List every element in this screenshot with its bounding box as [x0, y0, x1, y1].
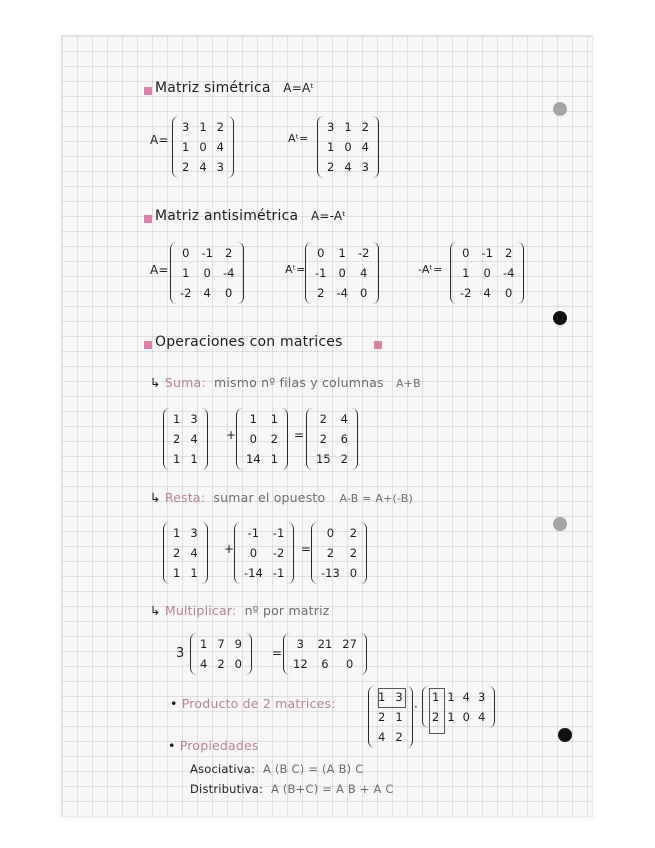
plus-sign: +	[224, 542, 235, 556]
matrix-At-antisymmetric	[305, 242, 379, 304]
matrix-cell: 4	[216, 140, 224, 154]
matrix-cell: 0	[462, 710, 470, 724]
binder-hole	[558, 728, 572, 742]
matrix-cell: -14	[244, 566, 263, 580]
matrix-cell: 2	[349, 546, 358, 560]
matrix-grid	[313, 408, 351, 470]
suma-matrix-result	[306, 408, 358, 470]
matrix-cell: 7	[217, 637, 225, 651]
matrix-cell: 27	[342, 637, 357, 651]
matrix-cell: 2	[349, 526, 358, 540]
matrix-cell: 4	[361, 140, 369, 154]
matrix-cell: 3	[477, 690, 486, 704]
matrix-label: -Aᵗ=	[418, 263, 443, 276]
asociativa-label: Asociativa:	[190, 762, 256, 776]
matrix-cell: 0	[326, 526, 335, 540]
matrix-cell: 0	[505, 286, 513, 300]
matrix-cell: 2	[505, 246, 513, 260]
matrix-cell: 1	[190, 452, 198, 466]
producto-heading	[170, 696, 336, 711]
matrix-cell: 1	[270, 412, 278, 426]
matrix-cell: 9	[234, 637, 242, 651]
propiedades-label: Propiedades	[179, 738, 259, 753]
matrix-cell: 2	[225, 246, 233, 260]
matrix-cell: -13	[321, 566, 340, 580]
matrix-cell: -1	[315, 266, 327, 280]
matrix-cell: 1	[173, 412, 181, 426]
highlight-marker	[374, 341, 382, 349]
matrix-cell: 4	[477, 710, 486, 724]
highlight-marker	[144, 87, 152, 95]
matrix-cell: 1	[327, 140, 335, 154]
matrix-cell: -2	[357, 246, 370, 260]
matrix-cell: 0	[338, 266, 346, 280]
matrix-cell: 2	[327, 160, 335, 174]
matrix-grid	[241, 522, 287, 584]
matrix-cell: 1	[199, 120, 207, 134]
resta-label: Resta:	[164, 490, 206, 505]
matrix-cell: 2	[319, 432, 327, 446]
matrix-label: A=	[150, 263, 169, 277]
matrix-cell: 4	[199, 160, 207, 174]
matrix-grid	[177, 242, 237, 304]
matrix-grid	[170, 408, 201, 470]
matrix-grid	[457, 242, 517, 304]
matrix-cell: 1	[249, 412, 257, 426]
highlight-marker	[144, 215, 152, 223]
matrix-cell: 2	[378, 710, 386, 724]
matrix-cell: -2	[272, 546, 285, 560]
distributiva-label: Distributiva:	[190, 782, 264, 796]
arrow-icon: ↳	[150, 603, 161, 618]
matrix-cell: 2	[340, 452, 348, 466]
matrix-cell: 2	[173, 432, 181, 446]
matrix-cell: 6	[321, 657, 329, 671]
matrix-cell: 4	[344, 160, 352, 174]
highlight-marker	[144, 341, 152, 349]
matrix-cell: 2	[173, 546, 181, 560]
matrix-cell: 0	[483, 266, 491, 280]
matrix-cell: 4	[200, 657, 208, 671]
producto-label: Producto de 2 matrices:	[181, 696, 336, 711]
matrix-label: Aᵗ=	[285, 263, 306, 276]
matrix-A-symmetric	[172, 116, 234, 178]
matrix-cell: 0	[182, 246, 190, 260]
matrix-cell: 3	[190, 412, 198, 426]
matrix-cell: 0	[234, 657, 242, 671]
matrix-cell: 4	[340, 412, 348, 426]
matrix-cell: 0	[360, 286, 368, 300]
matrix-cell: 2	[217, 657, 225, 671]
suma-formula: A+B	[395, 377, 421, 390]
matrix-grid	[179, 116, 227, 178]
resta-heading	[150, 490, 413, 505]
matrix-cell: -1	[272, 566, 285, 580]
matrix-cell: 0	[249, 432, 257, 446]
matrix-cell: 4	[190, 546, 198, 560]
matrix-label: A=	[150, 133, 169, 147]
row-highlight-box	[378, 688, 406, 708]
equals-sign: =	[294, 428, 305, 442]
matrix-cell: 2	[317, 286, 325, 300]
matrix-cell: 2	[182, 160, 190, 174]
matrix-cell: -4	[222, 266, 235, 280]
matrix-cell: 3	[361, 160, 369, 174]
asociativa-text: A (B C) = (A B) C	[262, 762, 364, 776]
matrix-cell: 0	[199, 140, 207, 154]
matrix-cell: 0	[345, 657, 354, 671]
section-title-symmetric	[155, 80, 314, 96]
resta-formula: A-B = A+(-B)	[339, 492, 414, 505]
distributiva-text: A (B+C) = A B + A C	[270, 782, 394, 796]
matrix-cell: -1	[247, 526, 260, 540]
matrix-cell: 1	[173, 526, 181, 540]
matrix-cell: 1	[270, 452, 278, 466]
matrix-cell: 0	[203, 266, 211, 280]
matrix-cell: 4	[483, 286, 491, 300]
bullet: •	[170, 696, 178, 711]
suma-matrix-1	[163, 408, 208, 470]
matrix-negAt-antisymmetric	[450, 242, 524, 304]
column-highlight-box	[429, 688, 445, 734]
dot-operator: ·	[414, 700, 418, 714]
matrix-cell: 1	[432, 690, 440, 704]
suma-label: Suma:	[164, 375, 206, 390]
equals-sign: =	[301, 542, 312, 556]
mult-matrix	[190, 633, 252, 675]
matrix-cell: -2	[180, 286, 192, 300]
matrix-cell: 12	[293, 657, 308, 671]
resta-matrix-result	[311, 522, 367, 584]
matrix-cell: 14	[246, 452, 261, 466]
matrix-cell: 15	[316, 452, 331, 466]
matrix-cell: 4	[190, 432, 198, 446]
mult-matrix-result	[283, 633, 367, 675]
binder-hole	[553, 517, 567, 531]
matrix-cell: 2	[319, 412, 327, 426]
binder-hole	[553, 102, 567, 116]
matrix-grid	[324, 116, 372, 178]
matrix-cell: 2	[270, 432, 278, 446]
matrix-cell: 3	[190, 526, 198, 540]
matrix-cell: 0	[249, 546, 258, 560]
binder-hole	[553, 311, 567, 325]
matrix-cell: 4	[462, 690, 470, 704]
matrix-cell: 1	[447, 690, 455, 704]
propiedades-heading	[168, 738, 259, 753]
matrix-cell: 2	[326, 546, 335, 560]
matrix-cell: 3	[296, 637, 304, 651]
matrix-cell: 1	[190, 566, 198, 580]
antisymmetric-formula: A=-Aᵗ	[310, 209, 347, 223]
section-title-operations: Operaciones con matrices	[155, 334, 343, 350]
matrix-cell: 3	[395, 690, 403, 704]
matrix-grid	[170, 522, 201, 584]
matrix-label: Aᵗ=	[288, 132, 309, 145]
matrix-cell: 1	[200, 637, 208, 651]
equals-sign: =	[272, 646, 283, 660]
matrix-cell: 4	[360, 266, 368, 280]
matrix-cell: 0	[225, 286, 233, 300]
matrix-cell: 1	[344, 120, 352, 134]
suma-description: mismo nº filas y columnas	[213, 375, 384, 390]
section-title-antisymmetric	[155, 208, 346, 224]
matrix-cell: 1	[338, 246, 346, 260]
matrix-cell: -1	[272, 526, 285, 540]
matrix-cell: 2	[432, 710, 440, 724]
matrix-cell: 4	[378, 730, 386, 744]
matrix-grid	[318, 522, 360, 584]
suma-heading	[150, 375, 421, 390]
scalar-value: 3	[176, 646, 185, 661]
suma-matrix-2	[236, 408, 288, 470]
distributiva-row	[190, 782, 394, 796]
matrix-A-antisymmetric	[170, 242, 244, 304]
matrix-cell: 0	[349, 566, 358, 580]
symmetric-formula: A=Aᵗ	[283, 81, 315, 95]
bullet: •	[168, 738, 176, 753]
matrix-cell: 1	[378, 690, 386, 704]
matrix-cell: 0	[462, 246, 470, 260]
matrix-cell: 1	[462, 266, 470, 280]
matrix-cell: 0	[317, 246, 325, 260]
matrix-cell: 1	[182, 266, 190, 280]
matrix-cell: 3	[216, 160, 224, 174]
matrix-cell: 21	[317, 637, 333, 651]
matrix-cell: 0	[344, 140, 352, 154]
matrix-grid	[197, 633, 245, 675]
symmetric-title: Matriz simétrica	[155, 80, 271, 96]
matrix-cell: 1	[173, 452, 181, 466]
matrix-cell: 3	[182, 120, 190, 134]
asociativa-row	[190, 762, 363, 776]
matrix-grid	[312, 242, 372, 304]
resta-matrix-2	[234, 522, 294, 584]
matrix-cell: 1	[182, 140, 190, 154]
matrix-cell: 4	[203, 286, 211, 300]
matrix-cell: 2	[216, 120, 224, 134]
matrix-cell: 2	[361, 120, 369, 134]
matrix-cell: -1	[201, 246, 213, 260]
matrix-cell: -4	[336, 286, 348, 300]
matrix-At-symmetric	[317, 116, 379, 178]
matrix-cell: -4	[502, 266, 515, 280]
matrix-cell: 3	[327, 120, 335, 134]
multiplicar-heading	[150, 603, 330, 618]
matrix-cell: 2	[395, 730, 403, 744]
arrow-icon: ↳	[150, 490, 161, 505]
matrix-cell: 1	[173, 566, 181, 580]
matrix-grid	[290, 633, 360, 675]
matrix-cell: -1	[481, 246, 493, 260]
matrix-cell: 1	[447, 710, 455, 724]
arrow-icon: ↳	[150, 375, 161, 390]
matrix-cell: 1	[395, 710, 403, 724]
resta-description: sumar el opuesto	[213, 490, 326, 505]
matrix-cell: 6	[340, 432, 348, 446]
matrix-cell: -2	[460, 286, 472, 300]
resta-matrix-1	[163, 522, 208, 584]
multiplicar-label: Multiplicar:	[164, 603, 237, 618]
antisymmetric-title: Matriz antisimétrica	[155, 208, 299, 224]
plus-sign: +	[226, 428, 237, 442]
multiplicar-description: nº por matriz	[244, 603, 330, 618]
matrix-grid	[243, 408, 281, 470]
